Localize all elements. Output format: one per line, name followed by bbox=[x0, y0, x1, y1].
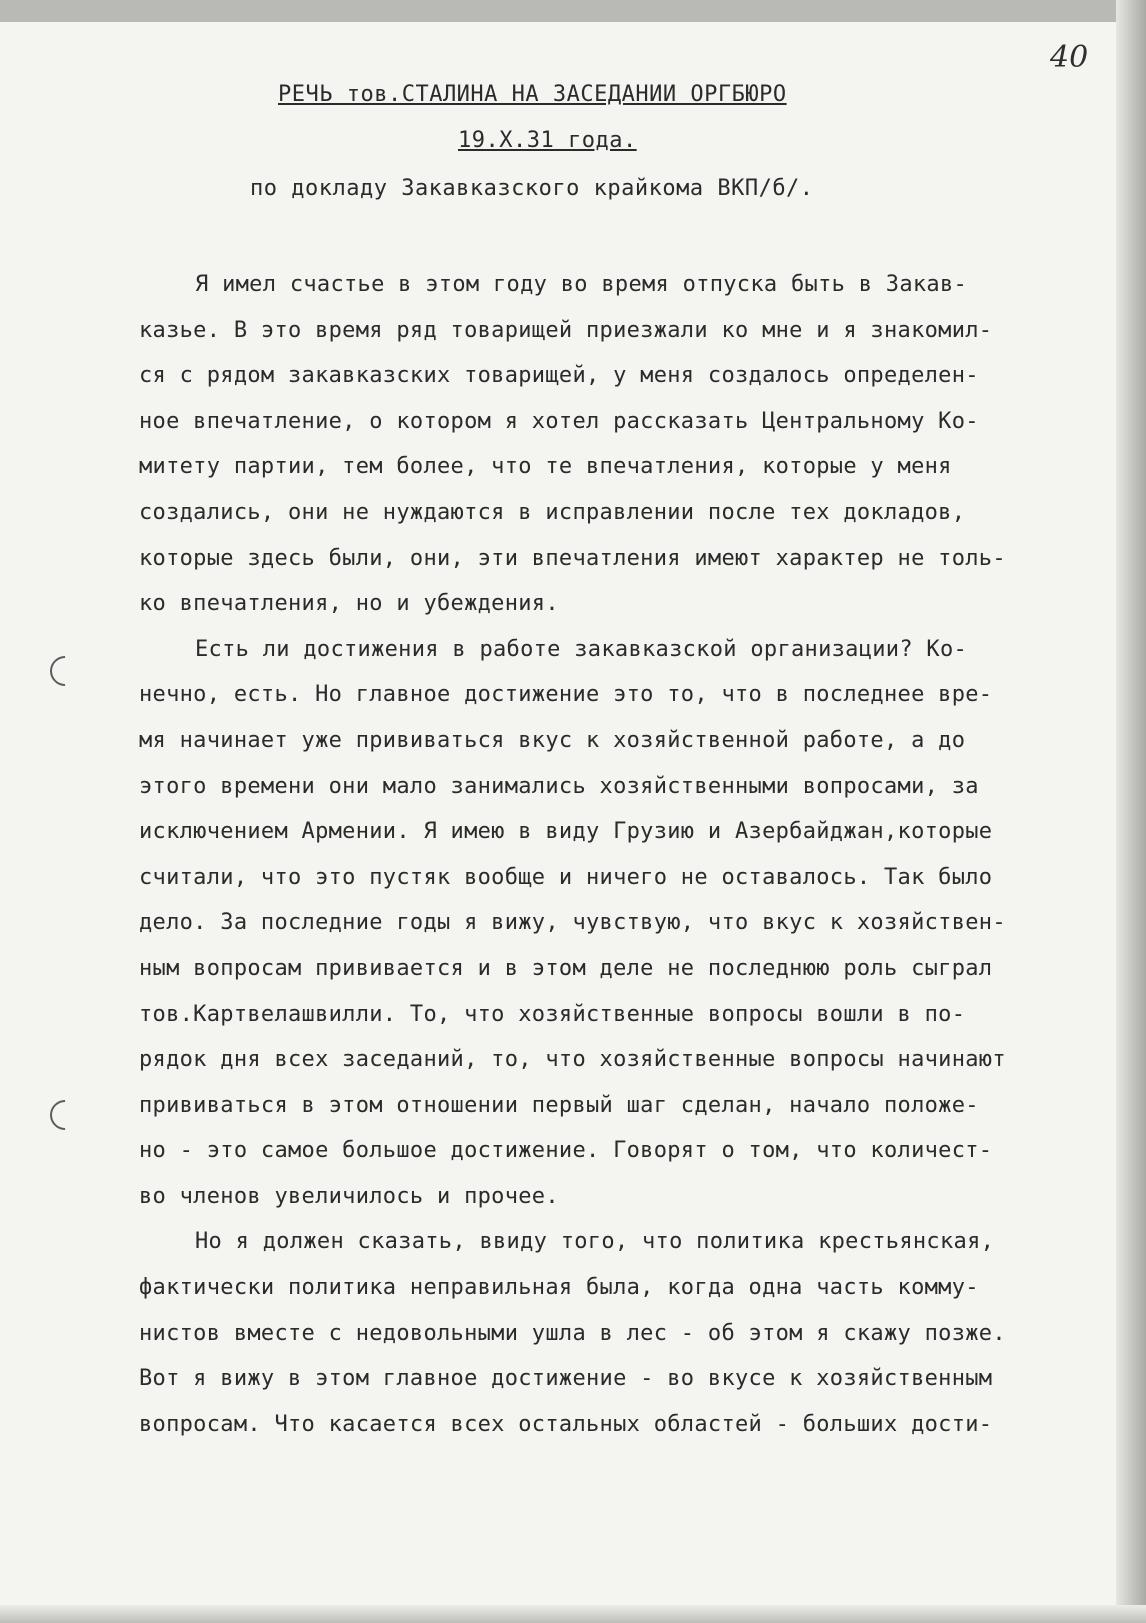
body-line: вопросам. Что касается всех остальных областей - больших дости- bbox=[139, 1411, 993, 1437]
body-line: Вот я вижу в этом главное достижение - во вкусе к хозяйственным bbox=[139, 1366, 993, 1392]
body-line: нистов вместе с недовольными ушла в лес - об этом я скажу позже. bbox=[139, 1320, 1006, 1346]
body-line: ное впечатление, о котором я хотел рассказать Центральному Ко- bbox=[139, 408, 979, 434]
body-line: создались, они не нуждаются в исправлении после тех докладов, bbox=[139, 499, 966, 525]
body-line: во членов увеличилось и прочее. bbox=[139, 1183, 559, 1209]
paper-edge-right bbox=[1116, 0, 1146, 1623]
body-line: ко впечатления, но и убеждения. bbox=[139, 591, 559, 617]
paper-edge-top bbox=[0, 0, 1146, 22]
paper-edge-bottom bbox=[0, 1605, 1146, 1623]
document-date: 19.Х.31 года. bbox=[458, 128, 637, 153]
body-line: Есть ли достижения в работе закавказской организации? Ко- bbox=[195, 636, 968, 662]
body-line: ным вопросам прививается и в этом деле не последнюю роль сыграл bbox=[139, 955, 993, 981]
body-line: рядок дня всех заседаний, то, что хозяйственные вопросы начинают bbox=[139, 1047, 1006, 1073]
document-title: РЕЧЬ тов.СТАЛИНА НА ЗАСЕДАНИИ ОРГБЮРО bbox=[278, 82, 787, 107]
page-number: 40 bbox=[1050, 40, 1089, 75]
document-subtitle: по докладу Закавказского крайкома ВКП/б/. bbox=[250, 176, 814, 201]
body-line: но - это самое большое достижение. Говорят о том, что количест- bbox=[139, 1138, 993, 1164]
document-body bbox=[139, 262, 1099, 1447]
body-line: фактически политика неправильная была, когда одна часть комму- bbox=[139, 1275, 979, 1301]
body-line: тов.Картвелашвилли. То, что хозяйственные вопросы вошли в по- bbox=[139, 1001, 966, 1027]
body-line: казье. В это время ряд товарищей приезжали ко мне и я знакомил- bbox=[139, 317, 993, 343]
body-line: Я имел счастье в этом году во время отпуска быть в Закав- bbox=[195, 272, 968, 297]
body-line: этого времени они мало занимались хозяйственными вопросами, за bbox=[139, 773, 979, 799]
body-line: считали, что это пустяк вообще и ничего не оставалось. Так было bbox=[139, 864, 993, 890]
body-line: митету партии, тем более, что те впечатления, которые у меня bbox=[139, 454, 952, 480]
body-line: которые здесь были, они, эти впечатления имеют характер не толь- bbox=[139, 545, 1006, 571]
body-line: Но я должен сказать, ввиду того, что политика крестьянская, bbox=[195, 1229, 995, 1255]
body-line: исключением Армении. Я имею в виду Грузию и Азербайджан,которые bbox=[139, 819, 993, 845]
body-line: мя начинает уже прививаться вкус к хозяйственной работе, а до bbox=[139, 727, 966, 753]
body-line: ся с рядом закавказских товарищей, у меня создалось определен- bbox=[139, 363, 979, 389]
body-line: нечно, есть. Но главное достижение это то, что в последнее вре- bbox=[139, 682, 993, 708]
body-line: дело. За последние годы я вижу, чувствую, что вкус к хозяйствен- bbox=[139, 910, 1006, 936]
punch-hole-icon bbox=[44, 650, 86, 692]
punch-hole-icon bbox=[44, 1094, 86, 1136]
body-line: прививаться в этом отношении первый шаг сделан, начало положе- bbox=[139, 1092, 979, 1118]
